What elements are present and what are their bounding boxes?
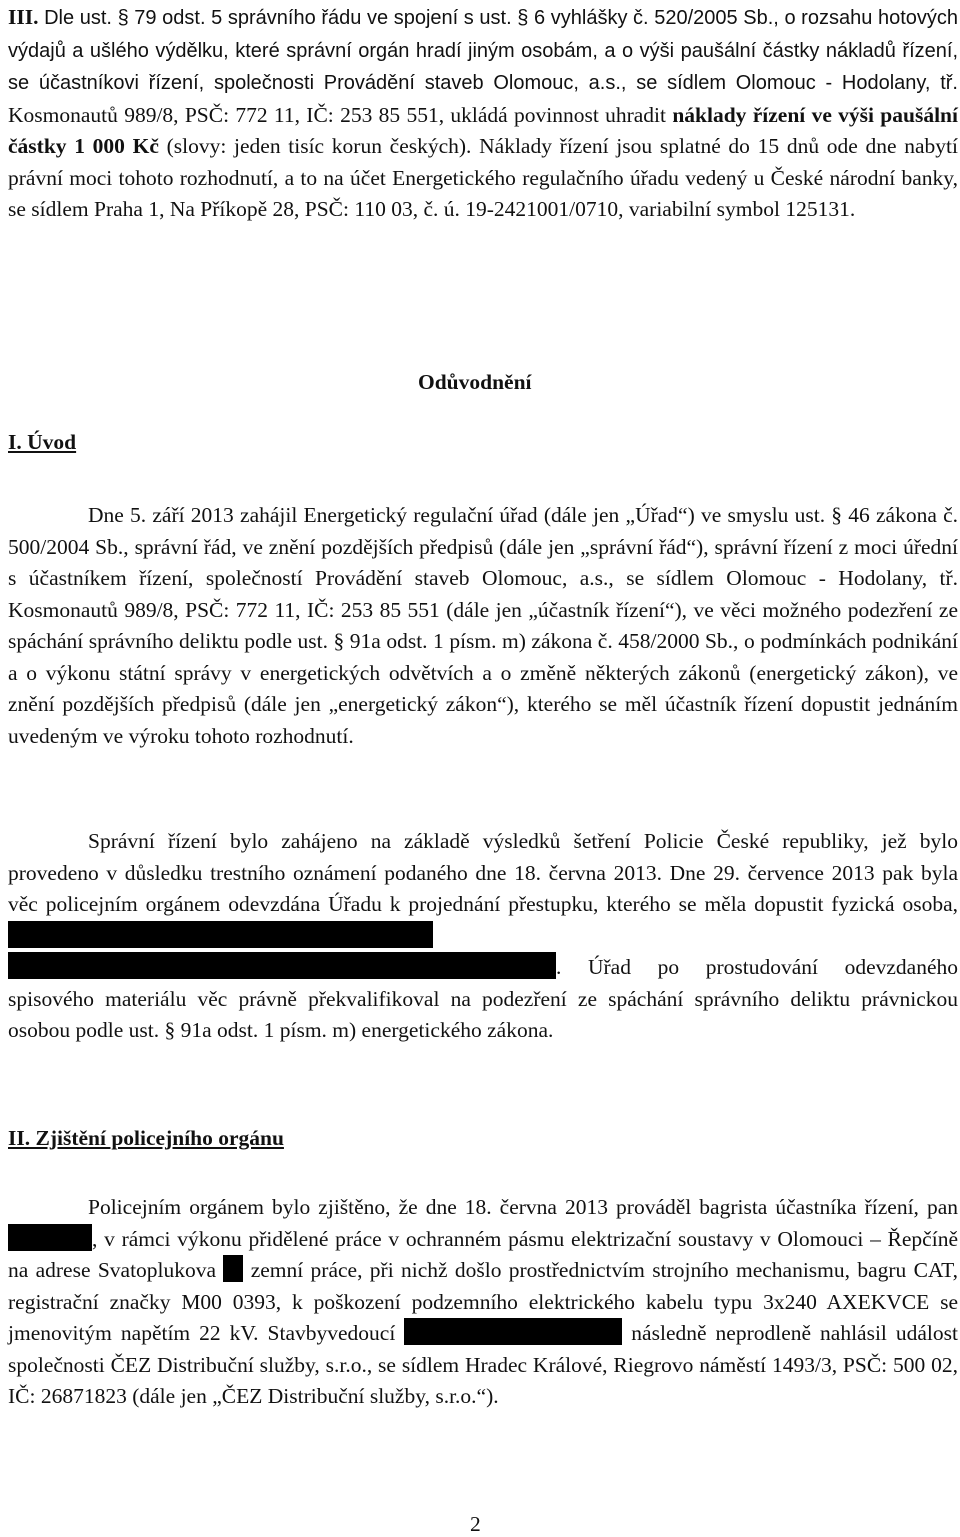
redaction-block xyxy=(8,952,556,979)
uvod-paragraph-1: Dne 5. září 2013 zahájil Energetický regulační úřad (dále jen „Úřad“) ve smyslu ust. § 46 zákona č. 500/2004 Sb., správní řád, ve znění pozdějších předpisů (dále jen „správní řád“), správní řízení z moci úřední s účastníkem řízení, společností Provádění staveb Olomouc, a.s., se sídlem Olomouc - Hodolany, tř. Kosmonautů 989/8, PSČ: 772 11, IČ: 253 85 551 (dále jen „účastník řízení“), ve věci možného podezření ze spáchání správního deliktu podle ust. § 91a odst. 1 písm. m) zákona č. 458/2000 Sb., o podmínkách podnikání a o výkonu státní správy v energetických odvětvích a o změně některých zákonů (energetický zákon), ve znění pozdějších předpisů (dále jen „energetický zákon“), kterého se měl účastník řízení dopustit jednáním uvedeným ve výroku tohoto rozhodnutí. xyxy=(8,503,958,748)
zjisteni-heading: II. Zjištění policejního orgánu xyxy=(8,1126,284,1150)
section-iii-number: III. xyxy=(8,5,39,29)
zjisteni-text-3: zemní práce, při nichž došlo prostřednictvím strojního mechanismu, bagru CAT, registrační značky M00 0393, k poškození podzemního elektrického kabelu typu 3x240 AXEKVCE se jmenovitým napětím 22 kV. Stavbyvedoucí xyxy=(8,1258,959,1345)
redaction-block xyxy=(8,921,433,948)
uvod-heading: I. Úvod xyxy=(8,430,77,454)
redaction-block xyxy=(8,1224,92,1251)
section-iii-paragraph xyxy=(8,2,958,226)
zjisteni-text-2: , v rámci výkonu přidělené práce v ochranném pásmu elektrizační soustavy v Olomouci – Řepčíně na adrese Svatoplukova xyxy=(8,1226,958,1282)
section-iii-text-4: (slovy: jeden tisíc korun českých). Náklady řízení jsou splatné do 15 dnů ode dne nabytí právní moci tohoto rozhodnutí, a to na účet Energetického regulačního úřadu vedený u České národní banky, se sídlem Praha 1, Na Příkopě 28, PSČ: 110 03, č. ú. 19-2421001/0710, variabilní symbol 125131. xyxy=(8,134,958,221)
zjisteni-text-4: následně neprodleně nahlásil událost společnosti ČEZ Distribuční služby, s.r.o., se sídlem Hradec Králové, Riegrovo náměstí 1493/3, PSČ: 500 02, IČ: 26871823 (dále jen „ČEZ Distribuční služby, s.r.o.“). xyxy=(8,1321,959,1408)
zjisteni-text-1: Policejním orgánem bylo zjištěno, že dne 18. června 2013 prováděl bagrista účastníka řízení, pan xyxy=(88,1195,958,1219)
redaction-block xyxy=(223,1255,243,1282)
cost-amount-bold: náklady řízení ve výši paušální částky 1 000 Kč xyxy=(8,102,958,158)
uvod-paragraph-2-text-2: . Úřad po prostudování odevzdaného spisového materiálu věc právně překvalifikoval na podezření ze spáchání správního deliktu právnickou osobou podle ust. § 91a odst. 1 písm. m) energetického zákona. xyxy=(8,955,958,1042)
uvod-paragraph-2-text-1: Správní řízení bylo zahájeno na základě výsledků šetření Policie České republiky, jež bylo provedeno v důsledku trestního oznámení podaného dne 18. června 2013. Dne 29. července 2013 pak byla věc policejním orgánem odevzdána Úřadu k projednání přestupku, kterého se měla dopustit fyzická osoba, xyxy=(8,829,958,916)
section-iii-text-2: Provádění staveb Olomouc, a.s., se sídlem Olomouc - Hodolany, tř. xyxy=(323,72,958,94)
oduvodneni-heading: Odůvodnění xyxy=(418,370,532,394)
redaction-block xyxy=(404,1318,622,1345)
uvod-paragraph-2 xyxy=(8,826,958,1047)
zjisteni-paragraph-1 xyxy=(8,1192,958,1413)
page-number: 2 xyxy=(470,1512,481,1536)
section-iii-text-1: Dle ust. § 79 odst. 5 správního řádu ve spojení s ust. § 6 vyhlášky č. 520/2005 Sb., o rozsahu hotových výdajů a ušlého výdělku, které správní orgán hradí jiným osobám, a o výši paušální částky nákladů řízení, se účastníkovi řízení, společnosti xyxy=(8,7,958,94)
section-iii-text-3: Kosmonautů 989/8, PSČ: 772 11, IČ: 253 85 551, ukládá povinnost uhradit xyxy=(8,102,673,127)
